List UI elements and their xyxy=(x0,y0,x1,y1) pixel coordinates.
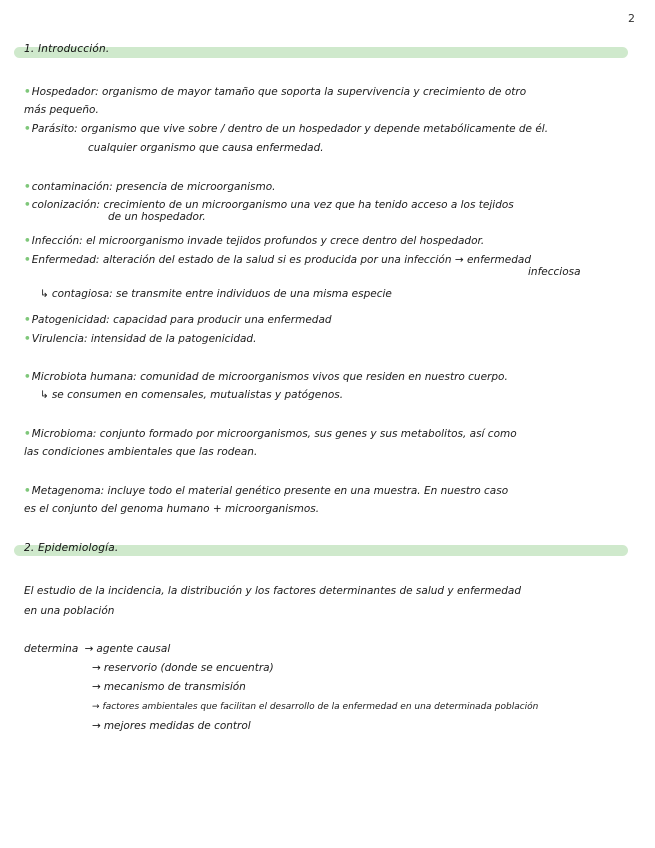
term: Microbiota humana: xyxy=(31,371,137,383)
epi-definition: El estudio de la incidencia, la distribución y los factores determinantes de salud y enfermedad xyxy=(24,585,522,597)
list-item: mejores medidas de control xyxy=(103,720,251,732)
section-title-intro: 1. Introducción. xyxy=(24,43,110,55)
definition: se consumen en comensales, mutualistas y patógenos. xyxy=(51,389,344,401)
list-item: mecanismo de transmisión xyxy=(103,681,246,693)
term: Parásito: xyxy=(31,123,78,135)
list-item: agente causal xyxy=(96,643,171,655)
epi-determina xyxy=(24,642,170,656)
right-arrow-icon: → xyxy=(84,643,94,655)
def-microbiota-cont xyxy=(40,388,343,402)
term: contaminación: xyxy=(31,181,113,193)
epi-item xyxy=(92,700,538,714)
def-infeccion xyxy=(24,234,484,248)
term: Virulencia: xyxy=(31,333,88,345)
right-arrow-icon: → xyxy=(92,720,101,732)
definition: crecimiento de un microorganismo una vez que ha tenido acceso a los tejidos xyxy=(103,199,514,211)
definition: presencia de microorganismo. xyxy=(116,181,276,193)
term: Enfermedad: xyxy=(31,254,100,266)
def-microbiota xyxy=(24,370,508,384)
bullet-dot: • xyxy=(24,123,31,135)
determina-label: determina xyxy=(24,643,79,655)
epi-item xyxy=(92,680,246,694)
definition: capacidad para producir una enfermedad xyxy=(113,314,332,326)
bullet-dot: • xyxy=(24,371,31,383)
definition: incluye todo el material genético presente en una muestra. En nuestro caso xyxy=(107,485,509,497)
corner-arrow-icon: ↳ xyxy=(40,389,49,401)
definition: comunidad de microorganismos vivos que residen en nuestro cuerpo. xyxy=(140,371,508,383)
definition: organismo de mayor tamaño que soporta la supervivencia y crecimiento de otro xyxy=(102,86,527,98)
epi-definition-cont: en una población xyxy=(24,605,115,617)
term: Hospedador: xyxy=(31,86,99,98)
definition: contagiosa: se transmite entre individuos de una misma especie xyxy=(51,288,392,300)
def-hospedador-cont: más pequeño. xyxy=(24,104,99,116)
bullet-dot: • xyxy=(24,333,31,345)
definition: intensidad de la patogenicidad. xyxy=(90,333,257,345)
bullet-dot: • xyxy=(24,428,31,440)
def-colonizacion-cont: de un hospedador. xyxy=(108,211,206,223)
list-item: reservorio (donde se encuentra) xyxy=(103,662,274,674)
corner-arrow-icon: ↳ xyxy=(40,288,49,300)
bullet-dot: • xyxy=(24,181,31,193)
bullet-dot: • xyxy=(24,254,31,266)
term: Infección: xyxy=(31,235,83,247)
def-colonizacion xyxy=(24,198,514,212)
section-title-epi: 2. Epidemiología. xyxy=(24,542,119,554)
def-microbioma xyxy=(24,427,517,441)
def-microbioma-cont: las condiciones ambientales que las rodean. xyxy=(24,446,258,458)
right-arrow-icon: → xyxy=(92,662,101,674)
def-metagenoma xyxy=(24,484,508,498)
term: Microbioma: xyxy=(31,428,97,440)
def-enfermedad xyxy=(24,253,531,267)
definition: el microorganismo invade tejidos profundos y crece dentro del hospedador. xyxy=(86,235,485,247)
right-arrow-icon: → xyxy=(92,681,101,693)
term: Patogenicidad: xyxy=(31,314,110,326)
term: colonización: xyxy=(31,199,101,211)
definition: alteración del estado de la salud si es producida por una infección → enfermedad xyxy=(102,254,531,266)
page-number: 2 xyxy=(628,12,635,25)
bullet-dot: • xyxy=(24,199,31,211)
right-arrow-icon: → xyxy=(92,702,100,712)
epi-item xyxy=(92,719,251,733)
list-item: factores ambientales que facilitan el desarrollo de la enfermedad en una determinada población xyxy=(102,702,539,712)
epi-item xyxy=(92,661,274,675)
bullet-dot: • xyxy=(24,314,31,326)
def-patogenicidad xyxy=(24,313,332,327)
term: Metagenoma: xyxy=(31,485,105,497)
def-parasito-cont: cualquier organismo que causa enfermedad. xyxy=(88,142,324,154)
def-parasito xyxy=(24,122,548,136)
definition: organismo que vive sobre / dentro de un hospedador y depende metabólicamente de él. xyxy=(81,123,549,135)
def-virulencia xyxy=(24,332,256,346)
def-metagenoma-cont: es el conjunto del genoma humano + microorganismos. xyxy=(24,503,320,515)
bullet-dot: • xyxy=(24,235,31,247)
def-enfermedad-cont: infecciosa xyxy=(528,266,581,278)
bullet-dot: • xyxy=(24,86,31,98)
definition: conjunto formado por microorganismos, sus genes y sus metabolitos, así como xyxy=(99,428,517,440)
def-contagiosa xyxy=(40,287,392,301)
def-contaminacion xyxy=(24,180,276,194)
bullet-dot: • xyxy=(24,485,31,497)
def-hospedador xyxy=(24,85,526,99)
